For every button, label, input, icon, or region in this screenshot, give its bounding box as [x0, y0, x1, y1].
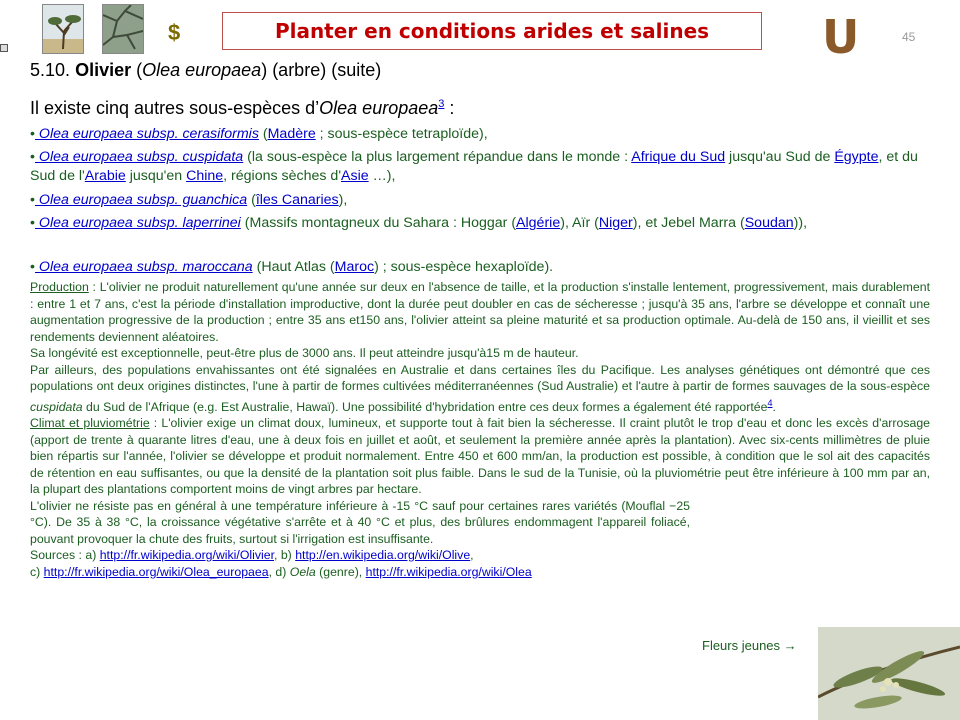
- section-name: Olivier: [75, 60, 132, 80]
- place-link[interactable]: Arabie: [84, 168, 126, 184]
- subspecies-link[interactable]: Olea europaea subsp. laperrinei: [34, 215, 241, 231]
- subspecies-item: • Olea europaea subsp. cerasiformis (Madère ; sous-espèce tetraploïde),: [30, 126, 488, 142]
- u-mark: U: [822, 10, 860, 64]
- page-number: 45: [902, 30, 916, 44]
- climate-label: Climat et pluviométrie: [30, 416, 150, 431]
- subspecies-link[interactable]: Olea europaea subsp. guanchica: [34, 192, 248, 208]
- subspecies-item: • Olea europaea subsp. maroccana (Haut Atlas (Maroc) ; sous-espèce hexaploïde).: [30, 259, 554, 275]
- subspecies-link[interactable]: Olea europaea subsp. cuspidata: [34, 149, 244, 165]
- section-latin: Olea europaea: [142, 60, 262, 80]
- section-heading: 5.10. Olivier (Olea europaea) (arbre) (suite): [30, 60, 382, 80]
- temperature-paragraph: L'olivier ne résiste pas en général à une température inférieure à -15 °C sauf pour certaines rares variétés (Mouflal −25 °C). De 35 à 38 °C, la croissance végétative s'arrête et à 40 °C et plus, des brûlures endommagent l'appareil foliacé, pouvant provoquer la chute des fruits, surtout si l'irrigation est insuffisante.: [30, 498, 690, 546]
- longevity-paragraph: Sa longévité est exceptionnelle, peut-être plus de 3000 ans. Il peut atteindre jusqu'à15 m de hauteur.: [30, 346, 579, 360]
- place-link[interactable]: Maroc: [334, 259, 375, 275]
- place-link[interactable]: Asie: [341, 168, 369, 184]
- sources-line: Sources : a) http://fr.wikipedia.org/wiki/Olivier, b) http://en.wikipedia.org/wiki/Olive,: [30, 548, 474, 563]
- place-link[interactable]: Soudan: [744, 215, 794, 231]
- subspecies-item: • Olea europaea subsp. laperrinei (Massifs montagneux du Sahara : Hoggar (Algérie), Aïr (Niger), et Jebel Marra (Soudan)),: [30, 215, 808, 231]
- subspecies-link[interactable]: Olea europaea subsp. maroccana: [34, 259, 253, 275]
- place-link[interactable]: Chine: [186, 168, 224, 184]
- source-link-d[interactable]: http://fr.wikipedia.org/wiki/Olea: [365, 564, 532, 579]
- place-link[interactable]: îles Canaries: [255, 192, 339, 208]
- photo-caption: Fleurs jeunes →: [702, 638, 797, 653]
- source-link-a[interactable]: http://fr.wikipedia.org/wiki/Olivier: [99, 548, 274, 563]
- subspecies-item: • Olea europaea subsp. cuspidata (la sous-espèce la plus largement répandue dans le monde : Afrique du Sud jusqu'au Sud de Égypte, et du Sud de l'Arabie jusqu'en Chine, régions sèches d'Asie …),: [30, 149, 918, 184]
- page-title: Planter en conditions arides et salines: [274, 19, 710, 43]
- production-label: Production: [30, 280, 89, 294]
- production-paragraph: Production : L'olivier ne produit naturellement qu'une année sur deux en l'absence de taille, et la production s'installe lentement, progressivement, mais durablement : entre 1 et 7 ans, c'est la période d'installation improductive, dont la durée peut doubler en cas de sécheresse ; jusqu'à 35 ans, l'arbre se développe et connaît une augmentation progressive de la production ; entre 35 ans et150 ans, l'olivier atteint sa pleine maturité et sa production optimale. Au-delà de 150 ans, il vieillit et ses rendements deviennent aléatoires.: [30, 280, 930, 344]
- slide-marker: [0, 44, 8, 52]
- source-link-b[interactable]: http://en.wikipedia.org/wiki/Olive: [295, 548, 471, 563]
- place-link[interactable]: Égypte: [834, 149, 879, 165]
- title-frame: [222, 12, 762, 50]
- ref-link-4[interactable]: 4: [767, 397, 773, 408]
- intro-line: Il existe cinq autres sous-espèces d’Olea europaea$^3$ :: [30, 98, 455, 118]
- cracked-soil-thumbnail: [102, 4, 144, 54]
- subspecies-item: • Olea europaea subsp. guanchica (îles Canaries),: [30, 192, 348, 208]
- dollar-symbol: $: [168, 20, 181, 45]
- subspecies-link[interactable]: Olea europaea subsp. cerasiformis: [34, 126, 259, 142]
- place-link[interactable]: Madère: [267, 126, 316, 142]
- place-link[interactable]: Niger: [598, 215, 633, 231]
- sources-line-2: c) http://fr.wikipedia.org/wiki/Olea_europaea, d) Oela (genre), http://fr.wikipedia.org/wiki/Olea: [30, 564, 532, 579]
- body-text: [30, 279, 930, 580]
- invasive-paragraph: Par ailleurs, des populations envahissantes ont été signalées en Australie et dans certaines îles du Pacifique. Les analyses génétiques ont démontré que ces populations ont deux origines distinctes, l'une à partir de formes cultivées méditerranéennes (Sud Australie) et l'autre à partir de formes sauvages de la sous-espèce cuspidata du Sud de l'Afrique (e.g. Est Australie, Hawaï). Une possibilité d'hybridation entre ces deux formes a également été rapportée$^4$.: [30, 362, 930, 414]
- tree-thumbnail: [42, 4, 84, 54]
- olive-flowers-photo: [818, 627, 960, 720]
- place-link[interactable]: Algérie: [516, 215, 561, 231]
- ref-link-3[interactable]: 3: [438, 98, 445, 110]
- place-link[interactable]: Afrique du Sud: [631, 149, 726, 165]
- climate-paragraph: Climat et pluviométrie : L'olivier exige un climat doux, lumineux, et supporte tout à fait bien la sécheresse. Il craint plutôt le trop d'eau et donc les excès d'arrosage (apport de trente à quarante litres d'eau, une à deux fois en juillet et août, et seulement la première année après la plantation). Avec six-cents millimètres de pluie bien répartis sur l'année, l'olivier se développe et produit normalement. Entre 450 et 600 mm/an, la production est possible, à condition que le sol ait des capacités de rétention en eau suffisantes, ou que la densité de la plantation soit plus faible. Dans le sud de la Tunisie, où la pluviométrie peut être inférieure à 100 mm par an, la plupart des plantations comportent moins de vingt arbres par hectare.: [30, 416, 930, 497]
- source-link-c[interactable]: http://fr.wikipedia.org/wiki/Olea_europaea: [43, 564, 269, 579]
